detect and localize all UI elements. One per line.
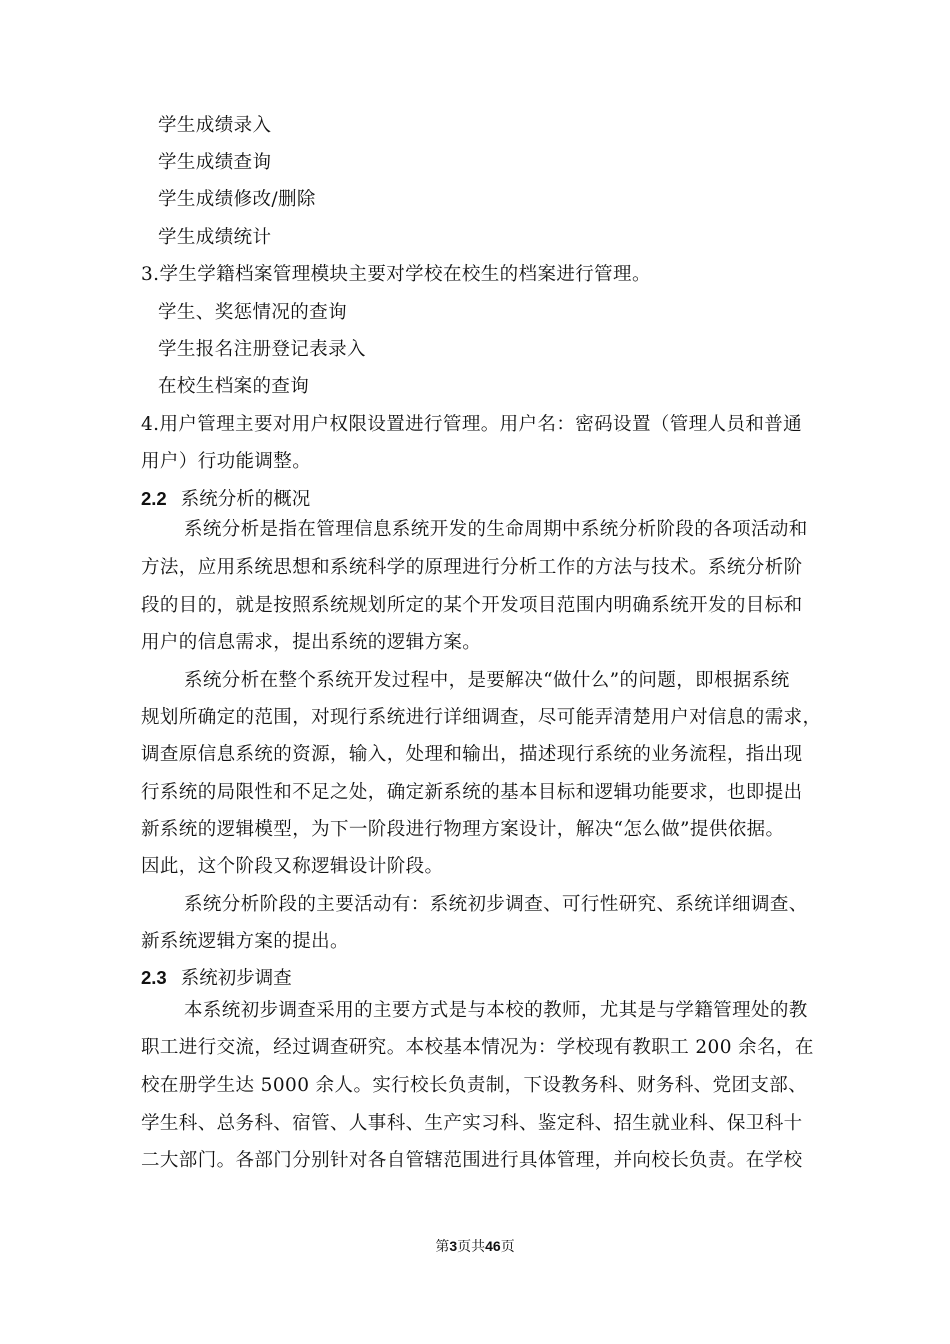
paragraph-line: 二大部门。各部门分别针对各自管辖范围进行具体管理，并向校长负责。在学校 [141,1150,803,1171]
paragraph-line: 段的目的，就是按照系统规划所定的某个开发项目范围内明确系统开发的目标和 [141,595,803,616]
paragraph-line: 系统分析是指在管理信息系统开发的生命周期中系统分析阶段的各项活动和 [184,519,808,540]
list-item: 学生成绩统计 [158,227,272,248]
current-page-number: 3 [449,1238,458,1254]
section-number: 2.3 [141,967,167,988]
list-item: 学生报名注册登记表录入 [158,339,366,360]
paragraph-line: 新系统的逻辑模型，为下一阶段进行物理方案设计，解决“怎么做”提供依据。 [141,819,785,840]
list-item: 在校生档案的查询 [158,376,310,397]
paragraph-line: 规划所确定的范围，对现行系统进行详细调查，尽可能弄清楚用户对信息的需求， [141,707,822,728]
total-page-number: 46 [485,1238,501,1254]
paragraph-line: 新系统逻辑方案的提出。 [141,931,349,952]
paragraph-line: 因此，这个阶段又称逻辑设计阶段。 [141,856,444,877]
numbered-item-4-line: 用户）行功能调整。 [141,451,312,472]
paragraph-line: 行系统的局限性和不足之处，确定新系统的基本目标和逻辑功能要求，也即提出 [141,782,803,803]
numbered-item-4-line: 4.用户管理主要对用户权限设置进行管理。用户名：密码设置（管理人员和普通 [141,414,803,435]
list-item: 学生、奖惩情况的查询 [158,302,348,323]
paragraph-line: 系统分析阶段的主要活动有：系统初步调查、可行性研究、系统详细调查、 [184,894,808,915]
list-item: 学生成绩查询 [158,152,272,173]
list-item: 学生成绩修改/删除 [158,189,316,210]
paragraph-line: 方法，应用系统思想和系统科学的原理进行分析工作的方法与技术。系统分析阶 [141,557,803,578]
paragraph-line: 系统分析在整个系统开发过程中，是要解决“做什么”的问题，即根据系统 [184,670,790,691]
footer-prefix: 第 [435,1239,450,1255]
numbered-item-3: 3.学生学籍档案管理模块主要对学校在校生的档案进行管理。 [141,264,651,285]
paragraph-line: 校在册学生达 5000 余人。实行校长负责制，下设教务科、财务科、党团支部、 [141,1075,808,1096]
list-item: 学生成绩录入 [158,115,272,136]
section-heading-2-2 [141,487,310,512]
page-footer [0,1237,950,1256]
section-title: 系统分析的概况 [180,489,311,510]
paragraph-line: 本系统初步调查采用的主要方式是与本校的教师，尤其是与学籍管理处的教 [184,1000,808,1021]
section-number: 2.2 [141,488,167,509]
footer-suffix: 页 [500,1239,515,1255]
paragraph-line: 学生科、总务科、宿管、人事科、生产实习科、鉴定科、招生就业科、保卫科十 [141,1113,803,1134]
paragraph-line: 用户的信息需求，提出系统的逻辑方案。 [141,632,482,653]
footer-middle: 页共 [457,1239,486,1255]
section-heading-2-3 [141,966,292,991]
paragraph-line: 职工进行交流，经过调查研究。本校基本情况为：学校现有教职工 200 余名，在 [141,1037,814,1058]
paragraph-line: 调查原信息系统的资源，输入，处理和输出，描述现行系统的业务流程，指出现 [141,744,803,765]
section-title: 系统初步调查 [180,968,292,989]
